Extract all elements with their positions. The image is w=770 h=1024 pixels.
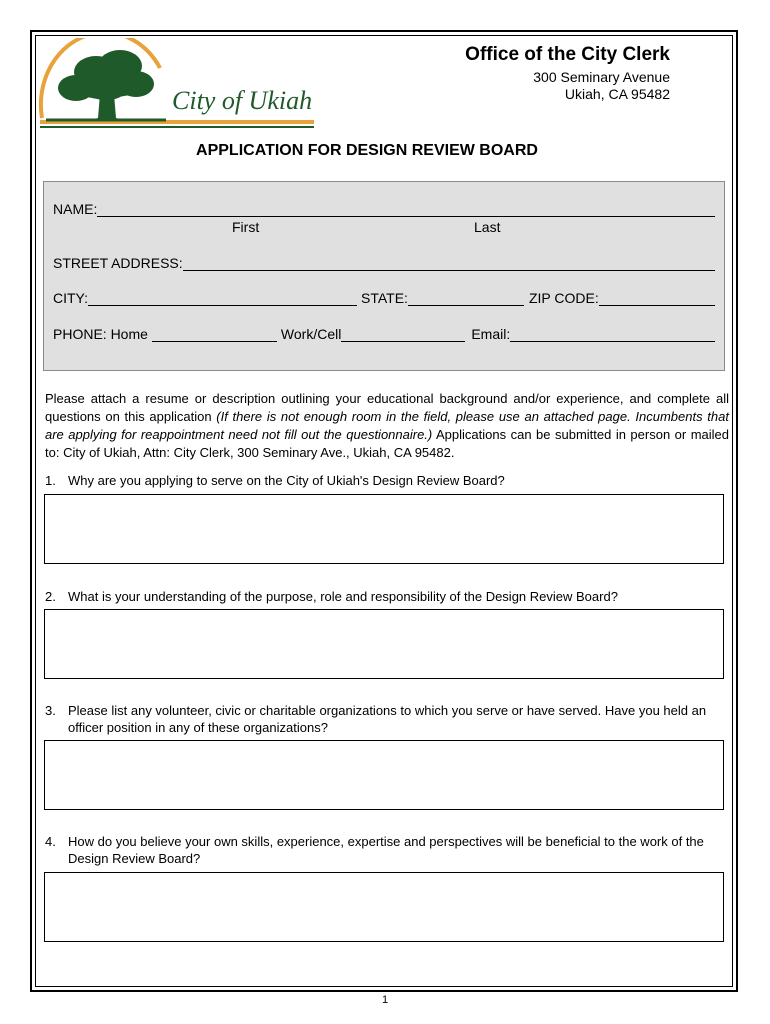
question-4 [45, 833, 729, 867]
question-text: Please list any volunteer, civic or charitable organizations to which you serve or have served. Have you held an officer position in any of these organizations? [68, 703, 707, 735]
oak-tree-logo-icon [36, 38, 316, 130]
question-2 [45, 588, 729, 605]
name-label: NAME: [53, 201, 98, 217]
name-field[interactable] [97, 202, 715, 217]
question-text: What is your understanding of the purpose, role and responsibility of the Design Review Board? [68, 589, 618, 604]
instructions-text-3: Applications can be submitted in person or mailed to: City of Ukiah, Attn: City Clerk, 300 Seminary Ave., Ukiah, CA 95482. [45, 427, 729, 460]
question-text: Why are you applying to serve on the City of Ukiah's Design Review Board? [68, 473, 505, 488]
office-title: Office of the City Clerk [465, 44, 670, 65]
question-number: 2. [45, 589, 56, 604]
email-field[interactable] [510, 327, 715, 342]
answer-box-1[interactable] [44, 494, 724, 564]
question-3 [45, 702, 729, 736]
city-logo [36, 38, 316, 130]
city-field[interactable] [88, 291, 357, 306]
state-field[interactable] [408, 291, 524, 306]
first-name-label: First [232, 219, 260, 235]
phone-home-field[interactable] [152, 327, 277, 342]
form-title: APPLICATION FOR DESIGN REVIEW BOARD [196, 142, 538, 159]
zip-code-label: ZIP CODE: [528, 290, 599, 306]
question-text: How do you believe your own skills, experience, expertise and perspectives will be beneficial to the work of the Design Review Board? [68, 834, 704, 866]
phone-home-label: PHONE: Home [53, 326, 148, 342]
answer-box-3[interactable] [44, 740, 724, 810]
question-number: 4. [45, 834, 56, 849]
street-address-label: STREET ADDRESS: [53, 255, 183, 271]
instructions-italic-note: (If there is not enough room in the field, please use an attached page. Incumbents that are applying for reappointment need not fill out the questionnaire.) [45, 409, 729, 442]
state-label: STATE: [361, 290, 408, 306]
question-1 [45, 472, 729, 489]
instructions-paragraph [45, 390, 729, 462]
city-label: CITY: [53, 290, 89, 306]
email-label: Email: [471, 326, 511, 342]
instructions-text-1: Please attach a resume or description outlining your educational background and/or experience, and complete all questions on this application [45, 391, 729, 424]
question-number: 3. [45, 703, 56, 718]
office-address-line2: Ukiah, CA 95482 [564, 86, 670, 102]
logo-wordmark: City of Ukiah [172, 86, 313, 115]
work-cell-label: Work/Cell [280, 326, 342, 342]
page-number: 1 [381, 994, 389, 1006]
office-address-line1: 300 Seminary Avenue [533, 69, 670, 85]
last-name-label: Last [474, 219, 501, 235]
zip-code-field[interactable] [599, 291, 715, 306]
question-number: 1. [45, 473, 56, 488]
answer-box-4[interactable] [44, 872, 724, 942]
applicant-info-box [43, 181, 725, 371]
answer-box-2[interactable] [44, 609, 724, 679]
street-address-field[interactable] [183, 256, 715, 271]
work-cell-field[interactable] [341, 327, 465, 342]
